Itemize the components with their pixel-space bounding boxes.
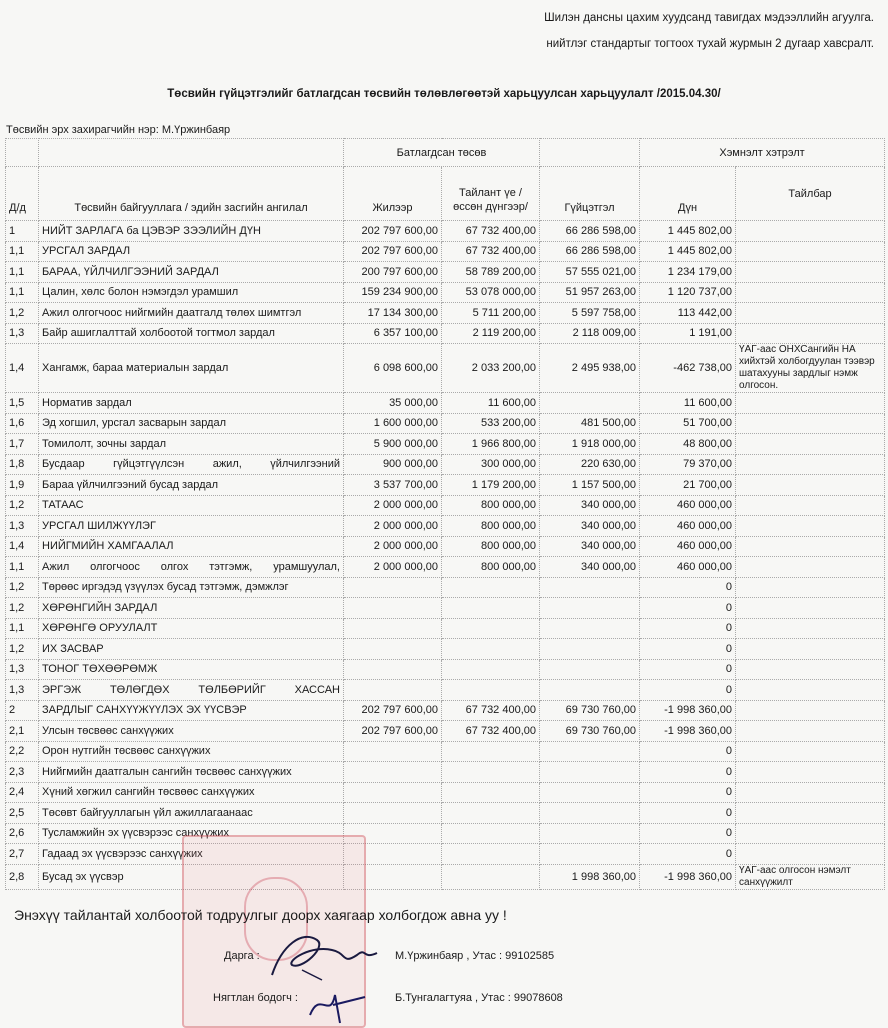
report-value — [442, 598, 540, 619]
table-row — [6, 823, 885, 844]
note-value — [736, 557, 885, 578]
annual-value: 2 000 000,00 — [344, 516, 442, 537]
performance-value — [540, 741, 640, 762]
table-row — [6, 516, 885, 537]
header-empty-perf — [540, 139, 640, 167]
table-row — [6, 262, 885, 283]
row-number: 1,8 — [6, 454, 39, 475]
amount-value: 21 700,00 — [640, 475, 736, 496]
header-line-1: Шилэн дансны цахим хуудсанд тавигдах мэдээллийн агуулга. — [544, 12, 874, 24]
row-name: ЭРГЭЖ ТӨЛӨГДӨХ ТӨЛБӨРИЙГ ХАССАН — [39, 680, 344, 701]
table-row — [6, 303, 885, 324]
report-value — [442, 639, 540, 660]
amount-value: 460 000,00 — [640, 516, 736, 537]
row-name: Томилолт, зочны зардал — [39, 434, 344, 455]
annual-value: 17 134 300,00 — [344, 303, 442, 324]
note-value — [736, 282, 885, 303]
note-value — [736, 241, 885, 262]
note-value — [736, 618, 885, 639]
note-value — [736, 577, 885, 598]
amount-value: 48 800,00 — [640, 434, 736, 455]
table-row — [6, 782, 885, 803]
amount-value: 0 — [640, 823, 736, 844]
table-row — [6, 413, 885, 434]
amount-value: 0 — [640, 762, 736, 783]
report-value — [442, 741, 540, 762]
row-number: 1,2 — [6, 303, 39, 324]
table-row — [6, 741, 885, 762]
note-value — [736, 536, 885, 557]
note-value — [736, 598, 885, 619]
row-number: 1,1 — [6, 557, 39, 578]
table-row — [6, 221, 885, 242]
report-value — [442, 618, 540, 639]
annual-value — [344, 598, 442, 619]
report-value — [442, 680, 540, 701]
row-number: 1,9 — [6, 475, 39, 496]
row-number: 2,2 — [6, 741, 39, 762]
performance-value: 340 000,00 — [540, 557, 640, 578]
report-value: 533 200,00 — [442, 413, 540, 434]
performance-value — [540, 782, 640, 803]
row-name: ХӨРӨНГӨ ОРУУЛАЛТ — [39, 618, 344, 639]
annual-value — [344, 618, 442, 639]
annual-value — [344, 741, 442, 762]
row-number: 1,2 — [6, 639, 39, 660]
row-name: Төсөвт байгууллагын үйл ажиллагаанаас — [39, 803, 344, 824]
amount-value: 0 — [640, 741, 736, 762]
note-value — [736, 323, 885, 344]
row-number: 1,1 — [6, 241, 39, 262]
table-row — [6, 557, 885, 578]
performance-value: 481 500,00 — [540, 413, 640, 434]
amount-value: 1 234 179,00 — [640, 262, 736, 283]
note-value — [736, 844, 885, 865]
row-name: НИЙТ ЗАРЛАГА ба ЦЭВЭР ЗЭЭЛИЙН ДҮН — [39, 221, 344, 242]
annual-value: 202 797 600,00 — [344, 721, 442, 742]
row-name: Цалин, хөлс болон нэмэгдэл урамшил — [39, 282, 344, 303]
amount-value: 79 370,00 — [640, 454, 736, 475]
report-value — [442, 864, 540, 889]
report-value — [442, 782, 540, 803]
report-value: 53 078 000,00 — [442, 282, 540, 303]
report-value — [442, 762, 540, 783]
note-value — [736, 393, 885, 414]
row-number: 1,2 — [6, 577, 39, 598]
annual-value: 159 234 900,00 — [344, 282, 442, 303]
row-name: ХӨРӨНГИЙН ЗАРДАЛ — [39, 598, 344, 619]
row-number: 1,5 — [6, 393, 39, 414]
row-name: Нийгмийн даатгалын сангийн төсвөөс санхүүжих — [39, 762, 344, 783]
row-number: 2,4 — [6, 782, 39, 803]
row-number: 2,8 — [6, 864, 39, 889]
row-name: УРСГАЛ ШИЛЖҮҮЛЭГ — [39, 516, 344, 537]
row-number: 1,6 — [6, 413, 39, 434]
table-row — [6, 454, 885, 475]
annual-value: 5 900 000,00 — [344, 434, 442, 455]
report-value — [442, 823, 540, 844]
table-row — [6, 618, 885, 639]
amount-value: 0 — [640, 618, 736, 639]
report-value: 800 000,00 — [442, 536, 540, 557]
note-value — [736, 495, 885, 516]
row-name: ТАТААС — [39, 495, 344, 516]
director-contact: М.Үржинбаяр , Утас : 99102585 — [395, 950, 555, 962]
performance-value — [540, 762, 640, 783]
header-empty-dd — [6, 139, 39, 167]
annual-value: 202 797 600,00 — [344, 241, 442, 262]
performance-value — [540, 823, 640, 844]
director-signature — [262, 925, 382, 985]
row-name: Тусламжийн эх үүсвэрээс санхүүжих — [39, 823, 344, 844]
table-row — [6, 434, 885, 455]
performance-value: 66 286 598,00 — [540, 221, 640, 242]
report-value: 5 711 200,00 — [442, 303, 540, 324]
amount-value: 0 — [640, 639, 736, 660]
header-line-2: нийтлэг стандартыг тогтоох тухай журмын 2 дугаар хавсралт. — [546, 38, 874, 50]
header-empty-name — [39, 139, 344, 167]
performance-value — [540, 577, 640, 598]
report-value — [442, 577, 540, 598]
report-value — [442, 844, 540, 865]
report-value: 67 732 400,00 — [442, 221, 540, 242]
approved-budget-group-header: Батлагдсан төсөв — [344, 139, 540, 167]
row-name: Эд хогшил, урсгал засварын зардал — [39, 413, 344, 434]
row-name: ТОНОГ ТӨХӨӨРӨМЖ — [39, 659, 344, 680]
row-name: Хангамж, бараа материалын зардал — [39, 344, 344, 393]
report-value: 67 732 400,00 — [442, 700, 540, 721]
row-number: 1,3 — [6, 659, 39, 680]
amount-value: 51 700,00 — [640, 413, 736, 434]
annual-value — [344, 782, 442, 803]
annual-value: 2 000 000,00 — [344, 495, 442, 516]
annual-value — [344, 762, 442, 783]
performance-value: 51 957 263,00 — [540, 282, 640, 303]
report-period-column-header: Тайлант үе /өссөн дүнгээр/ — [442, 167, 540, 221]
table-row — [6, 762, 885, 783]
performance-value: 1 918 000,00 — [540, 434, 640, 455]
performance-value: 57 555 021,00 — [540, 262, 640, 283]
performance-value: 1 157 500,00 — [540, 475, 640, 496]
budget-table — [5, 138, 885, 890]
row-name: Төрөөс иргэдэд үзүүлэх бусад тэтгэмж, дэмжлэг — [39, 577, 344, 598]
performance-value: 1 998 360,00 — [540, 864, 640, 889]
report-value: 800 000,00 — [442, 495, 540, 516]
annual-value: 200 797 600,00 — [344, 262, 442, 283]
performance-value: 340 000,00 — [540, 536, 640, 557]
amount-value: -1 998 360,00 — [640, 721, 736, 742]
note-value — [736, 434, 885, 455]
note-value — [736, 782, 885, 803]
budget-manager-name: Төсвийн эрх захирагчийн нэр: М.Үржинбаяр — [6, 124, 231, 136]
row-name: Хүний хөгжил сангийн төсвөөс санхүүжих — [39, 782, 344, 803]
report-value: 800 000,00 — [442, 557, 540, 578]
row-number: 1,1 — [6, 262, 39, 283]
amount-value: 460 000,00 — [640, 495, 736, 516]
report-value: 58 789 200,00 — [442, 262, 540, 283]
note-value — [736, 221, 885, 242]
row-name: Ажил олгогчоос олгох тэтгэмж, урамшуулал, — [39, 557, 344, 578]
annual-value: 6 098 600,00 — [344, 344, 442, 393]
row-name: Бусдаар гүйцэтгүүлсэн ажил, үйлчилгээний — [39, 454, 344, 475]
row-name: Ажил олгогчоос нийгмийн даатгалд төлөх шимтгэл — [39, 303, 344, 324]
performance-value — [540, 844, 640, 865]
performance-value — [540, 618, 640, 639]
amount-value: -462 738,00 — [640, 344, 736, 393]
note-value — [736, 680, 885, 701]
annual-value: 202 797 600,00 — [344, 700, 442, 721]
note-value — [736, 413, 885, 434]
table-row — [6, 700, 885, 721]
performance-value — [540, 639, 640, 660]
table-row — [6, 680, 885, 701]
table-row — [6, 393, 885, 414]
report-value — [442, 803, 540, 824]
note-value — [736, 803, 885, 824]
annual-value: 202 797 600,00 — [344, 221, 442, 242]
row-number: 2,7 — [6, 844, 39, 865]
note-value — [736, 659, 885, 680]
performance-value: 66 286 598,00 — [540, 241, 640, 262]
row-number: 1,1 — [6, 282, 39, 303]
amount-value: -1 998 360,00 — [640, 864, 736, 889]
note-value: ҮАГ-аас ОНХСангийн НА хийхтэй холбогдуулан тээвэр шатахууны зардлыг нэмж олгосон. — [736, 344, 885, 393]
row-number: 1,3 — [6, 323, 39, 344]
annual-value — [344, 680, 442, 701]
annual-value: 3 537 700,00 — [344, 475, 442, 496]
table-row — [6, 721, 885, 742]
saving-overrun-group-header: Хэмнэлт хэтрэлт — [640, 139, 885, 167]
amount-value: 1 191,00 — [640, 323, 736, 344]
note-value: ҮАГ-аас олгосон нэмэлт санхүүжилт — [736, 864, 885, 889]
dd-column-header: Д/д — [6, 167, 39, 221]
annual-value: 35 000,00 — [344, 393, 442, 414]
annual-value: 6 357 100,00 — [344, 323, 442, 344]
amount-value: 460 000,00 — [640, 536, 736, 557]
table-row — [6, 598, 885, 619]
row-name: ЗАРДЛЫГ САНХҮҮЖҮҮЛЭХ ЭХ ҮҮСВЭР — [39, 700, 344, 721]
row-name: Норматив зардал — [39, 393, 344, 414]
report-value: 2 119 200,00 — [442, 323, 540, 344]
amount-value: -1 998 360,00 — [640, 700, 736, 721]
performance-value: 340 000,00 — [540, 516, 640, 537]
table-row — [6, 659, 885, 680]
performance-value: 2 118 009,00 — [540, 323, 640, 344]
row-name: Гадаад эх үүсвэрээс санхүүжих — [39, 844, 344, 865]
annual-value — [344, 577, 442, 598]
row-name: Бусад эх үүсвэр — [39, 864, 344, 889]
annual-value — [344, 803, 442, 824]
row-name: Улсын төсвөөс санхүүжих — [39, 721, 344, 742]
row-name: Бараа үйлчилгээний бусад зардал — [39, 475, 344, 496]
annual-value — [344, 639, 442, 660]
row-name: БАРАА, ҮЙЛЧИЛГЭЭНИЙ ЗАРДАЛ — [39, 262, 344, 283]
table-row — [6, 323, 885, 344]
table-row — [6, 344, 885, 393]
performance-value: 220 630,00 — [540, 454, 640, 475]
report-value — [442, 659, 540, 680]
performance-value — [540, 659, 640, 680]
note-value — [736, 639, 885, 660]
note-value — [736, 303, 885, 324]
performance-value: 5 597 758,00 — [540, 303, 640, 324]
row-number: 2,3 — [6, 762, 39, 783]
director-label: Дарга : — [224, 950, 260, 962]
note-value — [736, 721, 885, 742]
row-number: 1 — [6, 221, 39, 242]
amount-value: 0 — [640, 844, 736, 865]
amount-value: 460 000,00 — [640, 557, 736, 578]
note-value — [736, 262, 885, 283]
annual-value: 2 000 000,00 — [344, 536, 442, 557]
report-value: 11 600,00 — [442, 393, 540, 414]
annual-value — [344, 659, 442, 680]
table-row — [6, 282, 885, 303]
note-value — [736, 475, 885, 496]
performance-value: 69 730 760,00 — [540, 721, 640, 742]
amount-value: 0 — [640, 577, 736, 598]
amount-column-header: Дүн — [640, 167, 736, 221]
table-row — [6, 241, 885, 262]
amount-value: 113 442,00 — [640, 303, 736, 324]
report-value: 2 033 200,00 — [442, 344, 540, 393]
performance-value — [540, 803, 640, 824]
amount-value: 0 — [640, 659, 736, 680]
note-value — [736, 516, 885, 537]
row-number: 1,3 — [6, 680, 39, 701]
performance-value — [540, 598, 640, 619]
name-column-header: Төсвийн байгууллага / эдийн засгийн ангилал — [39, 167, 344, 221]
row-name: НИЙГМИЙН ХАМГААЛАЛ — [39, 536, 344, 557]
amount-value: 11 600,00 — [640, 393, 736, 414]
row-number: 2,6 — [6, 823, 39, 844]
amount-value: 0 — [640, 782, 736, 803]
amount-value: 1 120 737,00 — [640, 282, 736, 303]
row-number: 1,3 — [6, 516, 39, 537]
table-row — [6, 844, 885, 865]
row-number: 2,1 — [6, 721, 39, 742]
row-name: УРСГАЛ ЗАРДАЛ — [39, 241, 344, 262]
note-value — [736, 454, 885, 475]
table-row — [6, 475, 885, 496]
report-value: 67 732 400,00 — [442, 241, 540, 262]
performance-value: 340 000,00 — [540, 495, 640, 516]
table-row — [6, 864, 885, 889]
row-number: 1,2 — [6, 598, 39, 619]
row-number: 2,5 — [6, 803, 39, 824]
report-value: 300 000,00 — [442, 454, 540, 475]
table-row — [6, 577, 885, 598]
footer-contact-note: Энэхүү тайлантай холбоотой тодруулгыг доорх хаягаар холбогдож авна уу ! — [14, 907, 507, 923]
annual-value: 900 000,00 — [344, 454, 442, 475]
report-title: Төсвийн гүйцэтгэлийг батлагдсан төсвийн төлөвлөгөөтэй харьцуулсан харьцуулалт /2015.04.30/ — [167, 88, 721, 100]
report-value: 1 966 800,00 — [442, 434, 540, 455]
annual-column-header: Жилээр — [344, 167, 442, 221]
performance-value: 69 730 760,00 — [540, 700, 640, 721]
row-number: 1,7 — [6, 434, 39, 455]
note-value — [736, 823, 885, 844]
row-number: 1,1 — [6, 618, 39, 639]
annual-value: 2 000 000,00 — [344, 557, 442, 578]
table-row — [6, 536, 885, 557]
row-number: 1,4 — [6, 344, 39, 393]
performance-value: 2 495 938,00 — [540, 344, 640, 393]
row-name: Орон нутгийн төсвөөс санхүүжих — [39, 741, 344, 762]
performance-value — [540, 393, 640, 414]
amount-value: 1 445 802,00 — [640, 221, 736, 242]
row-name: ИХ ЗАСВАР — [39, 639, 344, 660]
note-value — [736, 762, 885, 783]
amount-value: 0 — [640, 598, 736, 619]
row-number: 1,4 — [6, 536, 39, 557]
amount-value: 0 — [640, 680, 736, 701]
performance-column-header: Гүйцэтгэл — [540, 167, 640, 221]
table-row — [6, 639, 885, 660]
amount-value: 0 — [640, 803, 736, 824]
report-value: 1 179 200,00 — [442, 475, 540, 496]
performance-value — [540, 680, 640, 701]
accountant-label: Нягтлан бодогч : — [213, 992, 298, 1004]
report-value: 67 732 400,00 — [442, 721, 540, 742]
note-value — [736, 741, 885, 762]
row-name: Байр ашиглалттай холбоотой тогтмол зардал — [39, 323, 344, 344]
table-row — [6, 495, 885, 516]
report-value: 800 000,00 — [442, 516, 540, 537]
note-column-header: Тайлбар — [736, 167, 885, 221]
table-row — [6, 803, 885, 824]
amount-value: 1 445 802,00 — [640, 241, 736, 262]
annual-value: 1 600 000,00 — [344, 413, 442, 434]
accountant-signature — [305, 985, 375, 1025]
row-number: 2 — [6, 700, 39, 721]
note-value — [736, 700, 885, 721]
row-number: 1,2 — [6, 495, 39, 516]
accountant-contact: Б.Тунгалагтуяа , Утас : 99078608 — [395, 992, 563, 1004]
